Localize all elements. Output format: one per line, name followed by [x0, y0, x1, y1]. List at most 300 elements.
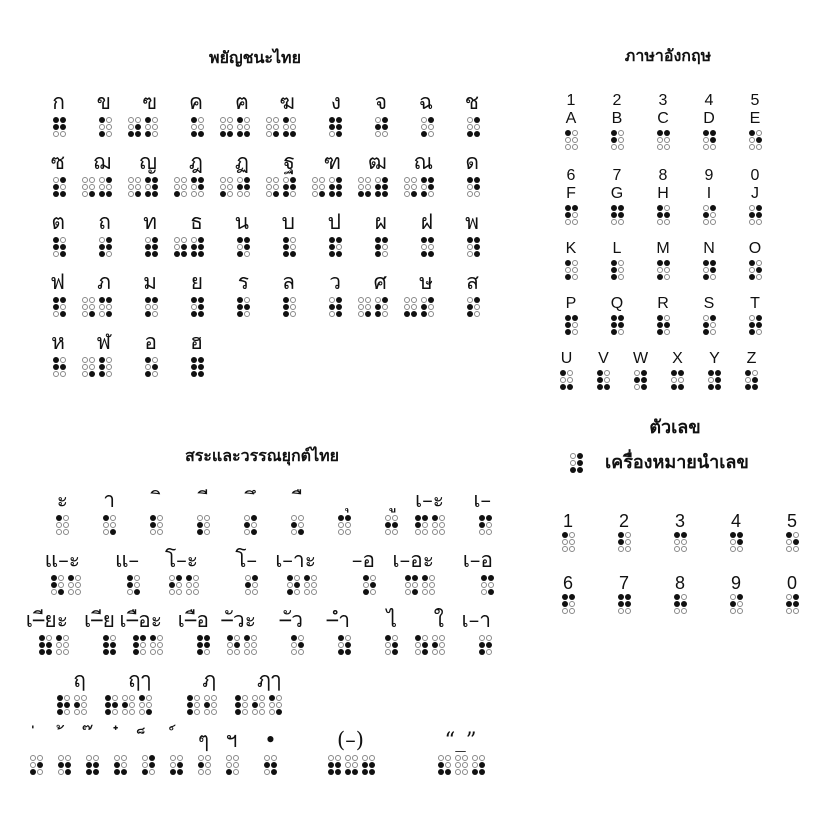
braille-cells	[618, 594, 631, 614]
braille-dot	[569, 601, 575, 607]
braille-entry	[282, 269, 296, 317]
braille-entry	[165, 547, 199, 595]
braille-dot	[405, 582, 411, 588]
braille-dot	[611, 274, 617, 280]
braille-dot	[703, 212, 709, 218]
braille-dot	[479, 635, 485, 641]
braille-dot	[242, 695, 248, 701]
braille-dot	[657, 130, 663, 136]
thai-character: ธ	[190, 210, 203, 234]
braille-dot	[235, 702, 241, 708]
braille-dot	[572, 130, 578, 136]
braille-cells	[328, 755, 375, 775]
letter-label: X	[672, 350, 683, 367]
braille-entry	[266, 149, 296, 197]
braille-dot	[197, 522, 203, 528]
braille-dot	[664, 267, 670, 273]
braille-dot	[170, 755, 176, 761]
braille-dot	[382, 191, 388, 197]
braille-dot	[560, 377, 566, 383]
braille-dot	[57, 709, 63, 715]
braille-entry	[463, 547, 494, 595]
braille-cells	[187, 695, 217, 715]
braille-entry	[784, 512, 800, 552]
braille-dot	[412, 589, 418, 595]
braille-dot	[152, 237, 158, 243]
braille-cells	[329, 117, 342, 137]
braille-dot	[422, 649, 428, 655]
braille-dot	[674, 594, 680, 600]
braille-dot	[57, 695, 63, 701]
braille-entry	[84, 607, 116, 655]
braille-dot	[703, 260, 709, 266]
braille-dot	[82, 304, 88, 310]
braille-dot	[345, 769, 351, 775]
braille-cell	[74, 695, 87, 715]
braille-dot	[657, 205, 663, 211]
braille-cells	[103, 515, 116, 535]
braille-dot	[358, 177, 364, 183]
braille-dot	[572, 322, 578, 328]
braille-cells	[198, 755, 211, 775]
braille-dot	[749, 267, 755, 273]
braille-cell	[150, 635, 163, 655]
braille-dot	[174, 184, 180, 190]
braille-dot	[708, 384, 714, 390]
braille-dot	[432, 529, 438, 535]
braille-cells	[53, 357, 66, 377]
braille-cell	[671, 370, 684, 390]
braille-dot	[472, 762, 478, 768]
braille-entry	[404, 269, 434, 317]
braille-dot	[428, 237, 434, 243]
braille-cell	[421, 237, 434, 257]
braille-row	[548, 75, 788, 150]
braille-dot	[198, 237, 204, 243]
thai-character: ฎ	[188, 150, 203, 174]
braille-dot	[290, 117, 296, 123]
braille-dot	[472, 769, 478, 775]
braille-dot	[382, 184, 388, 190]
braille-dot	[46, 635, 52, 641]
braille-dot	[756, 315, 762, 321]
braille-dot	[56, 522, 62, 528]
braille-dot	[756, 274, 762, 280]
thai-character: แ–ะ	[44, 548, 80, 572]
braille-dot	[89, 311, 95, 317]
braille-cells	[82, 177, 112, 197]
thai-character: –อ	[351, 548, 375, 572]
braille-dot	[106, 304, 112, 310]
braille-dot	[110, 642, 116, 648]
braille-dot	[283, 177, 289, 183]
braille-dot	[198, 244, 204, 250]
braille-dot	[703, 144, 709, 150]
thai-character: ฦๅ	[256, 668, 281, 692]
braille-dot	[74, 702, 80, 708]
thai-character: พ	[465, 210, 479, 234]
braille-dot	[198, 191, 204, 197]
braille-dot	[565, 322, 571, 328]
braille-dot	[481, 582, 487, 588]
braille-dot	[345, 515, 351, 521]
braille-dot	[152, 371, 158, 377]
braille-entry	[51, 149, 66, 197]
braille-dot	[756, 144, 762, 150]
braille-cell	[375, 237, 388, 257]
thai-character: น	[234, 210, 249, 234]
braille-dot	[365, 177, 371, 183]
braille-dot	[488, 582, 494, 588]
braille-entry	[655, 92, 671, 150]
braille-dot	[618, 329, 624, 335]
thai-character: ษ	[419, 270, 433, 294]
braille-dot	[467, 124, 473, 130]
braille-dot	[58, 769, 64, 775]
digit-label: 5	[786, 511, 797, 531]
thai-character: ญ	[139, 150, 157, 174]
braille-dot	[266, 131, 272, 137]
braille-dot	[474, 117, 480, 123]
braille-dot	[562, 594, 568, 600]
braille-dot	[421, 131, 427, 137]
braille-dot	[244, 184, 250, 190]
braille-cell	[745, 370, 758, 390]
braille-dot	[191, 371, 197, 377]
braille-dot	[244, 237, 250, 243]
braille-entry	[375, 89, 388, 137]
braille-cells	[51, 575, 81, 595]
braille-dot	[106, 131, 112, 137]
thai-character: ต	[51, 210, 65, 234]
braille-dot	[82, 364, 88, 370]
braille-dot	[569, 546, 575, 552]
braille-dot	[63, 522, 69, 528]
braille-dot	[329, 177, 335, 183]
braille-cells	[611, 130, 624, 150]
braille-dot	[749, 144, 755, 150]
braille-dot	[474, 124, 480, 130]
braille-dot	[290, 244, 296, 250]
letter-label: H	[657, 185, 669, 202]
braille-dot	[56, 649, 62, 655]
braille-entry	[747, 295, 763, 335]
braille-dot	[565, 260, 571, 266]
thai-character: ฐ	[283, 150, 295, 174]
english-alphabet-section	[548, 44, 788, 390]
braille-dot	[664, 274, 670, 280]
braille-entry	[747, 92, 763, 150]
thai-character	[397, 487, 398, 513]
braille-dot	[106, 297, 112, 303]
braille-dot	[198, 177, 204, 183]
braille-dot	[562, 539, 568, 545]
braille-dot	[411, 184, 417, 190]
braille-dot	[74, 709, 80, 715]
braille-dot	[486, 649, 492, 655]
braille-dot	[793, 594, 799, 600]
braille-dot	[329, 304, 335, 310]
braille-dot	[37, 769, 43, 775]
braille-dot	[237, 311, 243, 317]
braille-dot	[572, 137, 578, 143]
braille-entry	[559, 350, 575, 390]
braille-dot	[382, 117, 388, 123]
braille-dot	[205, 755, 211, 761]
braille-dot	[329, 311, 335, 317]
braille-dot	[283, 131, 289, 137]
braille-dot	[198, 769, 204, 775]
braille-dot	[710, 205, 716, 211]
braille-dot	[439, 635, 445, 641]
braille-dot	[150, 522, 156, 528]
braille-row	[20, 317, 490, 377]
braille-dot	[106, 371, 112, 377]
braille-cells	[467, 177, 480, 197]
braille-dot	[786, 608, 792, 614]
braille-cell	[657, 205, 670, 225]
braille-cells	[611, 260, 624, 280]
letter-label: B	[611, 110, 623, 127]
braille-row	[22, 655, 502, 715]
digit-label: 4	[704, 92, 714, 109]
braille-cells	[479, 635, 492, 655]
braille-dot	[251, 529, 257, 535]
braille-dot	[671, 370, 677, 376]
braille-entry	[237, 269, 250, 317]
braille-dot	[291, 642, 297, 648]
braille-cells	[415, 635, 445, 655]
braille-cell	[244, 515, 257, 535]
braille-dot	[625, 546, 631, 552]
braille-dot	[358, 304, 364, 310]
braille-cell	[415, 515, 428, 535]
braille-dot	[385, 642, 391, 648]
thai-character: ฒ	[368, 150, 387, 174]
thai-character	[162, 487, 163, 513]
braille-dot	[382, 124, 388, 130]
braille-row	[20, 137, 490, 197]
braille-dot	[664, 260, 670, 266]
thai-character: โ–ะ	[164, 548, 198, 572]
thai-character: ล	[282, 270, 295, 294]
braille-cells	[415, 515, 445, 535]
braille-dot	[488, 575, 494, 581]
braille-cells	[338, 635, 351, 655]
braille-cells	[30, 755, 43, 775]
thai-character: ค	[188, 90, 203, 114]
braille-dot	[58, 589, 64, 595]
braille-dot	[197, 515, 203, 521]
braille-dot	[352, 762, 358, 768]
braille-dot	[382, 304, 388, 310]
braille-dot	[618, 274, 624, 280]
braille-cell	[338, 515, 351, 535]
braille-dot	[294, 582, 300, 588]
thai-character	[209, 487, 210, 513]
braille-dot	[30, 762, 36, 768]
braille-dot	[63, 635, 69, 641]
letter-label: M	[656, 240, 670, 257]
braille-dot	[618, 539, 624, 545]
braille-dot	[486, 642, 492, 648]
braille-dot	[474, 191, 480, 197]
number-sign	[570, 447, 810, 476]
braille-dot	[611, 212, 617, 218]
section-title: สระและวรรณยุกต์ไทย	[184, 446, 340, 465]
braille-dot	[106, 364, 112, 370]
braille-dot	[486, 529, 492, 535]
braille-dot	[681, 601, 687, 607]
braille-dot	[74, 695, 80, 701]
digit-label: 1	[562, 511, 573, 531]
braille-dot	[345, 635, 351, 641]
braille-dot	[671, 384, 677, 390]
braille-dot	[99, 364, 105, 370]
braille-cell	[375, 297, 388, 317]
braille-dot	[756, 322, 762, 328]
digit-label: 9	[730, 573, 741, 593]
braille-cell	[618, 594, 631, 614]
braille-entry	[338, 487, 351, 535]
braille-dot	[565, 329, 571, 335]
braille-dot	[290, 124, 296, 130]
thai-character: ฑ	[323, 150, 341, 174]
braille-dot	[114, 769, 120, 775]
braille-dot	[191, 244, 197, 250]
braille-dot	[618, 267, 624, 273]
braille-dot	[271, 755, 277, 761]
braille-cell	[328, 755, 341, 775]
braille-dot	[618, 137, 624, 143]
braille-dot	[472, 755, 478, 761]
braille-cell	[114, 755, 127, 775]
braille-row	[20, 197, 490, 257]
braille-dot	[328, 769, 334, 775]
braille-dot	[93, 762, 99, 768]
braille-dot	[283, 124, 289, 130]
braille-dot	[99, 177, 105, 183]
braille-dot	[352, 769, 358, 775]
braille-dot	[674, 546, 680, 552]
thai-consonants-section	[20, 46, 490, 377]
braille-dot	[710, 212, 716, 218]
braille-dot	[445, 762, 451, 768]
braille-cell	[708, 370, 721, 390]
braille-dot	[664, 212, 670, 218]
braille-dot	[336, 191, 342, 197]
braille-cell	[415, 635, 428, 655]
braille-cell	[56, 635, 69, 655]
braille-dot	[99, 184, 105, 190]
braille-dot	[220, 177, 226, 183]
braille-dot	[479, 649, 485, 655]
braille-dot	[110, 515, 116, 521]
letter-label: F	[566, 185, 576, 202]
braille-dot	[63, 529, 69, 535]
braille-entry	[560, 512, 576, 552]
braille-dot	[244, 131, 250, 137]
braille-cell	[565, 205, 578, 225]
braille-dot	[319, 191, 325, 197]
braille-dot	[474, 251, 480, 257]
braille-dot	[570, 453, 576, 459]
braille-dot	[618, 260, 624, 266]
braille-dot	[244, 311, 250, 317]
braille-cell	[103, 515, 116, 535]
braille-entry	[178, 607, 210, 655]
braille-dot	[60, 304, 66, 310]
thai-character: ผ	[374, 210, 387, 234]
braille-dot	[304, 575, 310, 581]
braille-dot	[565, 130, 571, 136]
braille-dot	[370, 575, 376, 581]
braille-dot	[421, 117, 427, 123]
braille-dot	[481, 589, 487, 595]
braille-dot	[474, 244, 480, 250]
braille-cells	[57, 695, 87, 715]
braille-cells	[674, 594, 687, 614]
braille-entry	[465, 149, 480, 197]
braille-dot	[191, 311, 197, 317]
braille-cell	[479, 635, 492, 655]
braille-entry	[415, 607, 445, 655]
braille-cells	[618, 532, 631, 552]
braille-entry	[563, 295, 579, 335]
braille-dot	[467, 191, 473, 197]
braille-dot	[290, 297, 296, 303]
braille-dot	[99, 304, 105, 310]
braille-dot	[99, 251, 105, 257]
braille-dot	[710, 260, 716, 266]
braille-dot	[194, 702, 200, 708]
braille-dot	[486, 515, 492, 521]
braille-dot	[567, 384, 573, 390]
braille-dot	[244, 251, 250, 257]
braille-entry	[264, 727, 277, 775]
braille-dot	[251, 649, 257, 655]
braille-dot	[106, 357, 112, 363]
braille-dot	[439, 515, 445, 521]
braille-cells	[145, 237, 158, 257]
braille-dot	[134, 589, 140, 595]
braille-dot	[336, 251, 342, 257]
braille-cell	[479, 515, 492, 535]
braille-cell	[404, 177, 417, 197]
braille-dot	[710, 137, 716, 143]
braille-dot	[245, 589, 251, 595]
braille-dot	[338, 635, 344, 641]
braille-dot	[75, 582, 81, 588]
braille-cell	[150, 515, 163, 535]
braille-dot	[657, 274, 663, 280]
braille-dot	[142, 755, 148, 761]
braille-dot	[106, 117, 112, 123]
braille-dot	[105, 709, 111, 715]
braille-dot	[145, 244, 151, 250]
braille-dot	[121, 755, 127, 761]
braille-entry	[174, 149, 204, 197]
braille-cells	[560, 370, 573, 390]
braille-dot	[365, 311, 371, 317]
thai-character: ฮ	[190, 330, 203, 354]
braille-dot	[127, 589, 133, 595]
braille-cell	[283, 297, 296, 317]
thai-character: ม	[143, 270, 157, 294]
braille-cell	[611, 315, 624, 335]
braille-dot	[365, 304, 371, 310]
digit-label: 0	[750, 167, 760, 184]
